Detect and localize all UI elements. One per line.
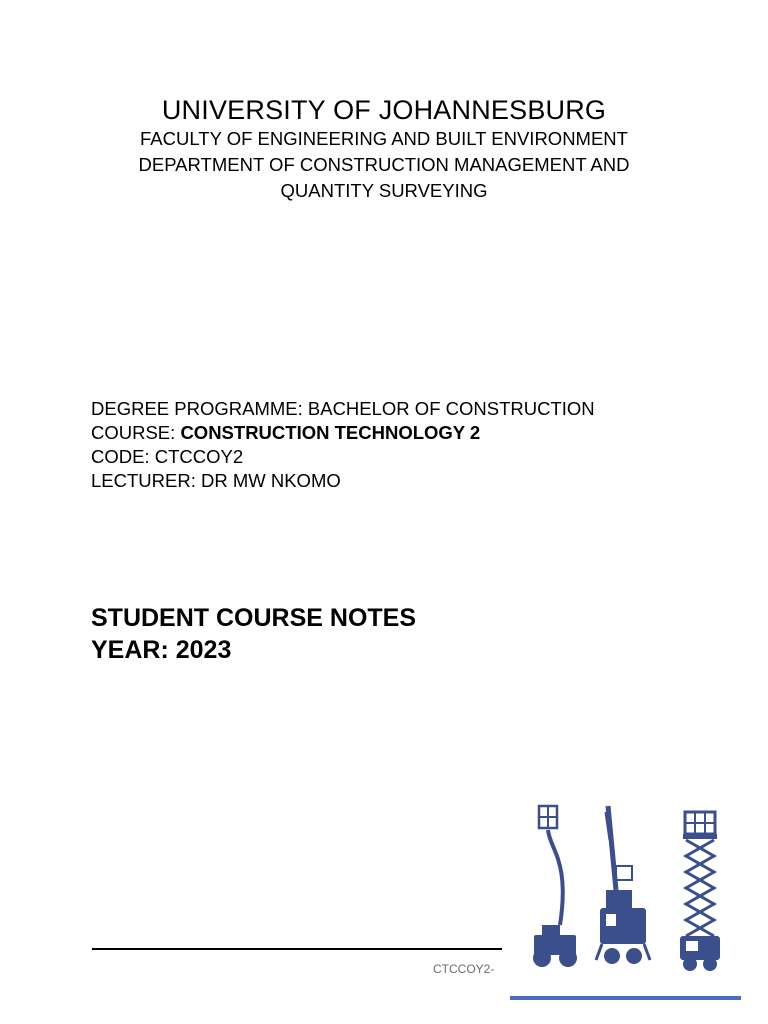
header-block — [0, 94, 768, 204]
blue-accent-rule — [510, 996, 741, 1000]
course-code: CODE: CTCCOY2 — [91, 446, 244, 467]
footer-code: CTCCOY2- — [433, 962, 495, 976]
university-name: UNIVERSITY OF JOHANNESBURG — [161, 95, 607, 125]
footer-rule — [92, 948, 502, 950]
course-info-block — [91, 397, 595, 493]
degree-programme: DEGREE PROGRAMME: BACHELOR OF CONSTRUCTION — [91, 398, 595, 419]
department-line-1: DEPARTMENT OF CONSTRUCTION MANAGEMENT AND — [138, 154, 630, 175]
course-label: COURSE: — [91, 422, 181, 443]
department-line-2: QUANTITY SURVEYING — [280, 180, 488, 201]
notes-year: YEAR: 2023 — [91, 636, 232, 664]
faculty-name: FACULTY OF ENGINEERING AND BUILT ENVIRONMENT — [140, 128, 628, 149]
access-equipment-graphic — [520, 800, 730, 985]
lecturer: LECTURER: DR MW NKOMO — [91, 470, 341, 491]
course-value: CONSTRUCTION TECHNOLOGY 2 — [180, 422, 481, 443]
course-line — [91, 421, 595, 445]
notes-block — [91, 602, 416, 666]
notes-title: STUDENT COURSE NOTES — [91, 604, 417, 632]
